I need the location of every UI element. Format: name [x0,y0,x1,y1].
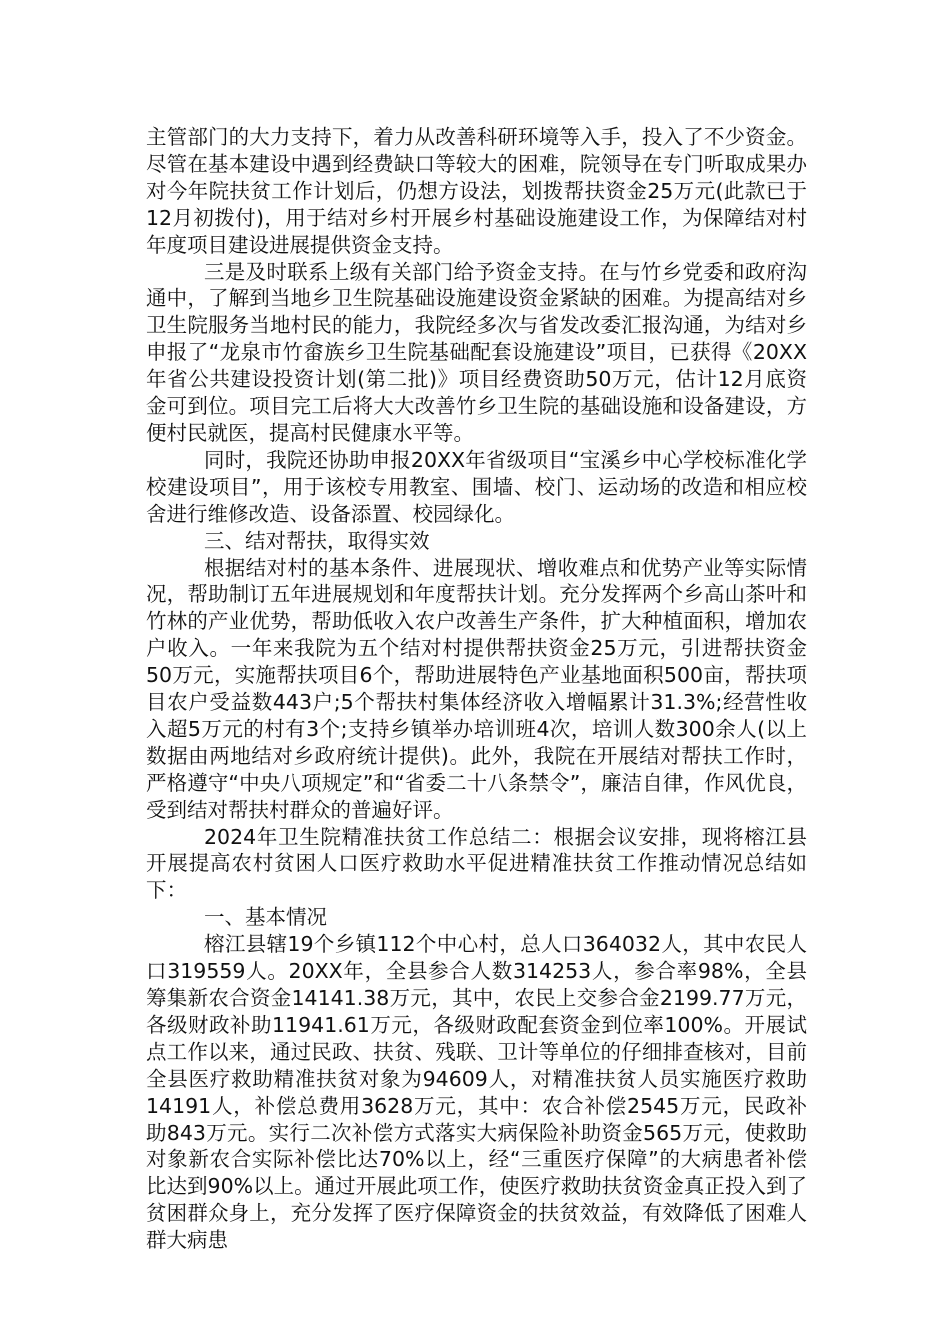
paragraph-basic-situation: 榕江县辖19个乡镇112个中心村，总人口364032人，其中农民人口319559人。20XX年，全县参合人数314253人，参合率98%，全县筹集新农合资金14141.38万元，其中，农民上交参合金2199.77万元，各级财政补助11941.61万元，各级财政配套资金到位率100%。开展试点工作以来，通过民政、扶贫、残联、卫计等单位的仔细排查核对，目前全县医疗救助精准扶贫对象为94609人，对精准扶贫人员实施医疗救助14191人，补偿总费用3628万元，其中：农合补偿2545万元，民政补助843万元。实行二次补偿方式落实大病保险补助资金565万元，使救助对象新农合实际补偿比达70%以上，经“三重医疗保障”的大病患者补偿比达到90%以上。通过开展此项工作，使医疗救助扶贫资金真正投入到了贫困群众身上，充分发挥了医疗保障资金的扶贫效益，有效降低了困难人群大病患 [146,932,807,1253]
paragraph-assistance-results: 根据结对村的基本条件、进展现状、增收难点和优势产业等实际情况，帮助制订五年进展规划和年度帮扶计划。充分发挥两个乡高山茶叶和竹林的产业优势，帮助低收入农户改善生产条件，扩大种植面积，增加农户收入。一年来我院为五个结对村提供帮扶资金25万元，引进帮扶资金50万元，实施帮扶项目6个，帮助进展特色产业基地面积500亩，帮扶项目农户受益数443户;5个帮扶村集体经济收入增幅累计31.3%;经营性收入超5万元的村有3个;支持乡镇举办培训班4次，培训人数300余人(以上数据由两地结对乡政府统计提供)。此外，我院在开展结对帮扶工作时，严格遵守“中央八项规定”和“省委二十八条禁令”，廉洁自律，作风优良，受到结对帮扶村群众的普遍好评。 [146,555,807,822]
document-page [146,124,807,1254]
paragraph-summary-two-intro: 2024年卫生院精准扶贫工作总结二：根据会议安排，现将榕江县开展提高农村贫困人口医疗救助水平促进精准扶贫工作推动情况总结如下： [146,824,807,903]
paragraph-contact-superiors: 三是及时联系上级有关部门给予资金支持。在与竹乡党委和政府沟通中，了解到当地乡卫生院基础设施建设资金紧缺的困难。为提高结对乡卫生院服务当地村民的能力，我院经多次与省发改委汇报沟通，为结对乡申报了“龙泉市竹畲族乡卫生院基础配套设施建设”项目，已获得《20XX年省公共建设投资计划(第二批)》项目经费资助50万元，估计12月底资金可到位。项目完工后将大大改善竹乡卫生院的基础设施和设备建设，方便村民就医，提高村民健康水平等。 [146,259,807,445]
section-heading-pairing-assistance: 三、结对帮扶，取得实效 [204,528,430,553]
section-heading-basic-situation: 一、基本情况 [204,905,327,930]
paragraph-funding-support: 主管部门的大力支持下，着力从改善科研环境等入手，投入了不少资金。尽管在基本建设中遇到经费缺口等较大的困难，院领导在专门听取成果办对今年院扶贫工作计划后，仍想方设法，划拨帮扶资金25万元(此款已于12月初拨付)，用于结对乡村开展乡村基础设施建设工作，为保障结对村年度项目建设进展提供资金支持。 [146,125,807,257]
paragraph-school-project: 同时，我院还协助申报20XX年省级项目“宝溪乡中心学校标准化学校建设项目”，用于该校专用教室、围墙、校门、运动场的改造和相应校舍进行维修改造、设备添置、校园绿化。 [146,447,807,526]
